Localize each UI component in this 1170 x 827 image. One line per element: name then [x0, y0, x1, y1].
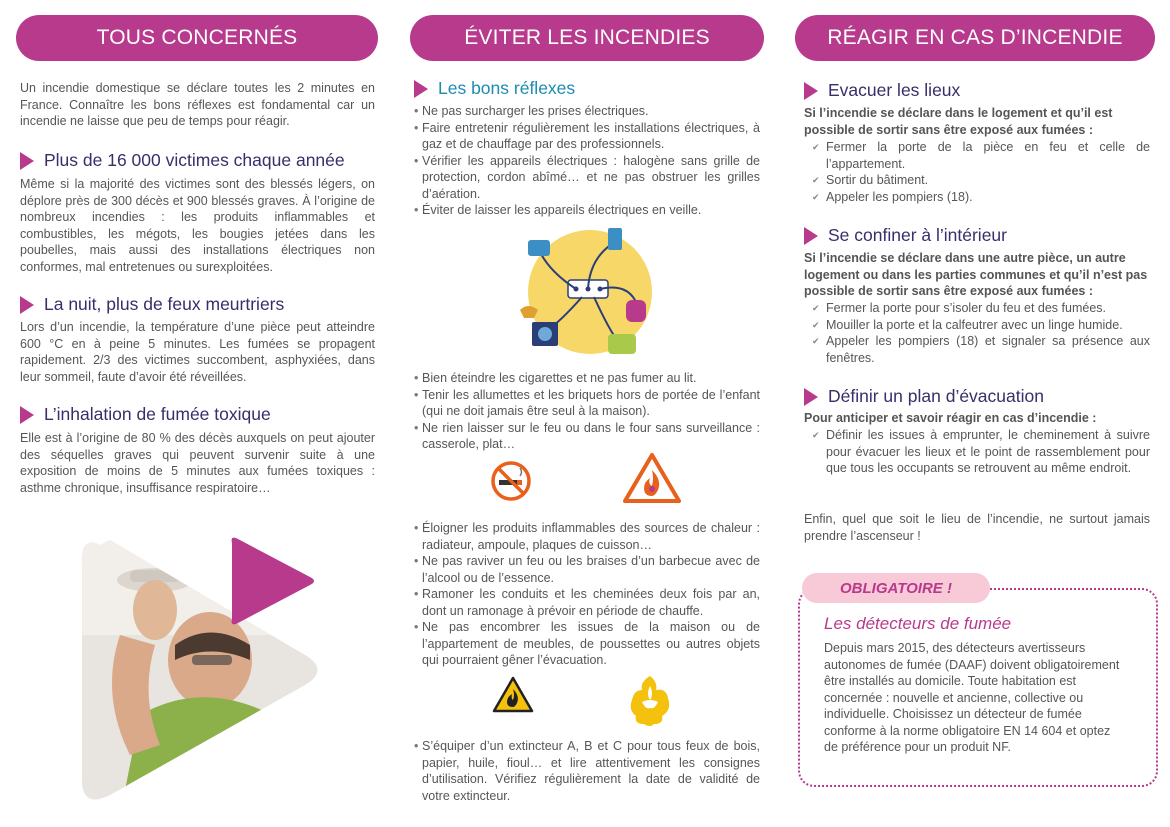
banner-tous-concernes: TOUS CONCERNÉS — [16, 15, 378, 61]
section-victimes-title — [20, 150, 345, 171]
section-victimes-text: Même si la majorité des victimes sont des blessés légers, on déplore près de 300 décès et 900 blessés graves. À l’origine de nombreux incendies : les produits inflammables et combustibles, les mégots, les bougies jetées dans les poubelles, mais aussi des installations électriques non conformes, mal entretenues ou surexploitées. — [20, 177, 375, 274]
section-fumee-title — [20, 404, 271, 425]
list-item: ✔ Sortir du bâtiment. — [804, 172, 1150, 189]
overloaded-outlet-illustration — [520, 222, 660, 367]
triangle-bullet-icon — [804, 388, 818, 406]
no-smoking-icon — [490, 460, 532, 502]
explosion-icon — [628, 672, 672, 728]
triangle-bullet-icon — [20, 406, 34, 424]
list-item: ✔ Mouiller la porte et la calfeutrer avec un linge humide. — [804, 317, 1150, 334]
list-item: ✔ Appeler les pompiers (18). — [804, 189, 1150, 206]
section-nuit-text: Lors d’un incendie, la température d’une pièce peut atteindre 600 °C en à peine 5 minutes. Les fumées se propagent rapidement. 2/3 des victimes succombent, asphyxiées, dans leur sommeil, faute d’avoir été réveillées. — [20, 320, 375, 384]
closing-warning: Enfin, quel que soit le lieu de l’incendie, ne surtout jamais prendre l’ascenseur ! — [804, 512, 1150, 543]
detecteurs-text: Depuis mars 2015, des détecteurs avertisseurs autonomes de fumée (DAAF) doivent obligatoirement être installés au domicile. Toute habitation est concernée : nouvelle et ancienne, collective ou individuelle. Choisissez un détecteur de fumée conforme à la norme obligatoire EN 14 604 et optez de préférence pour un produit NF. — [824, 641, 1120, 754]
section-plan-condition: Pour anticiper et savoir réagir en cas d’incendie : — [804, 411, 1097, 425]
flammable-warning-icon — [492, 676, 534, 714]
section-nuit-title — [20, 294, 284, 315]
list-item: • Vérifier les appareils électriques : halogène sans grille de protection, cordon abîmé… et ne pas obstruer les grilles d’aération. — [414, 153, 760, 203]
section-victimes-label: Plus de 16 000 victimes chaque année — [44, 150, 345, 170]
section-confiner-condition: Si l’incendie se déclare dans une autre pièce, un autre logement ou dans les parties communes et qu’il n’est pas possible de sortir sans être exposé aux fumées : — [804, 251, 1148, 298]
section-nuit-label: La nuit, plus de feux meurtriers — [44, 294, 285, 314]
reflexes-list-4 — [414, 738, 760, 804]
confiner-list — [804, 300, 1150, 366]
list-item: ✔ Fermer la porte de la pièce en feu et celle de l’appartement. — [804, 139, 1150, 172]
section-confiner-label: Se confiner à l’intérieur — [828, 225, 1007, 245]
triangle-bullet-icon — [414, 80, 428, 98]
list-item: • Éloigner les produits inflammables des sources de chaleur : radiateur, ampoule, plaques de cuisson… — [414, 520, 760, 553]
section-bons-reflexes-title — [414, 78, 575, 99]
list-item: • Ne pas raviver un feu ou les braises d’un barbecue avec de l’alcool ou de l’essence. — [414, 553, 760, 586]
section-bons-reflexes-label: Les bons réflexes — [438, 78, 576, 98]
list-item: • S’équiper d’un extincteur A, B et C pour tous feux de bois, papier, huile, fioul… et lire attentivement les consignes d’utilisation. Vérifiez régulièrement la date de validité de votre extincteur. — [414, 738, 760, 804]
plan-list — [804, 427, 1150, 477]
list-item: • Éviter de laisser les appareils électriques en veille. — [414, 202, 760, 219]
fire-hazard-icon — [622, 452, 682, 504]
detecteurs-title: Les détecteurs de fumée — [824, 614, 1012, 633]
triangle-bullet-icon — [804, 227, 818, 245]
list-item: • Ne pas surcharger les prises électriques. — [414, 103, 760, 120]
list-item: • Bien éteindre les cigarettes et ne pas fumer au lit. — [414, 370, 760, 387]
list-item: • Tenir les allumettes et les briquets hors de portée de l’enfant (qui ne doit jamais être seul à la maison). — [414, 387, 760, 420]
section-plan-label: Définir un plan d’évacuation — [828, 386, 1044, 406]
banner-eviter-incendies: ÉVITER LES INCENDIES — [410, 15, 764, 61]
list-item: • Faire entretenir régulièrement les installations électriques, à gaz et de chauffage par des professionnels. — [414, 120, 760, 153]
section-evacuer-title — [804, 80, 960, 101]
section-plan-title — [804, 386, 1044, 407]
list-item: ✔ Appeler les pompiers (18) et signaler sa présence aux fenêtres. — [804, 333, 1150, 366]
triangle-bullet-icon — [20, 296, 34, 314]
reflexes-list-2 — [414, 370, 760, 453]
intro-text: Un incendie domestique se déclare toutes les 2 minutes en France. Connaître les bons réflexes est fondamental car un incendie ne laisse que peu de temps pour réagir. — [20, 81, 375, 128]
list-item: ✔ Fermer la porte pour s’isoler du feu et des fumées. — [804, 300, 1150, 317]
reflexes-list-1 — [414, 103, 760, 219]
obligatoire-tag: OBLIGATOIRE ! — [802, 573, 990, 603]
banner-reagir-incendie: RÉAGIR EN CAS D’INCENDIE — [795, 15, 1155, 61]
section-evacuer-label: Evacuer les lieux — [828, 80, 961, 100]
section-fumee-label: L’inhalation de fumée toxique — [44, 404, 271, 424]
section-evacuer-condition: Si l’incendie se déclare dans le logement et qu’il est possible de sortir sans être exposé aux fumées : — [804, 106, 1113, 137]
list-item: • Ne pas encombrer les issues de la maison ou de l’appartement de meubles, de poussettes ou autres objets qui pourraient gêner l’évacuation. — [414, 619, 760, 669]
list-item: • Ramoner les conduits et les cheminées deux fois par an, dont un ramonage à prévoir en période de chauffe. — [414, 586, 760, 619]
list-item: ✔ Définir les issues à emprunter, le cheminement à suivre pour évacuer les lieux et le point de rassemblement pour que tous les occupants se retrouvent au même endroit. — [804, 427, 1150, 477]
section-confiner-title — [804, 225, 1007, 246]
triangle-bullet-icon — [20, 152, 34, 170]
smoke-detector-photo — [60, 525, 390, 815]
triangle-bullet-icon — [804, 82, 818, 100]
list-item: • Ne rien laisser sur le feu ou dans le four sans surveillance : casserole, plat… — [414, 420, 760, 453]
reflexes-list-3 — [414, 520, 760, 669]
section-fumee-text: Elle est à l’origine de 80 % des décès auxquels on peut ajouter des séquelles graves qui peuvent survenir suite à une exposition de moins de 5 minutes aux fumées toxiques : asthme chronique, insuffisance respiratoire… — [20, 431, 375, 495]
evacuer-list — [804, 139, 1150, 205]
